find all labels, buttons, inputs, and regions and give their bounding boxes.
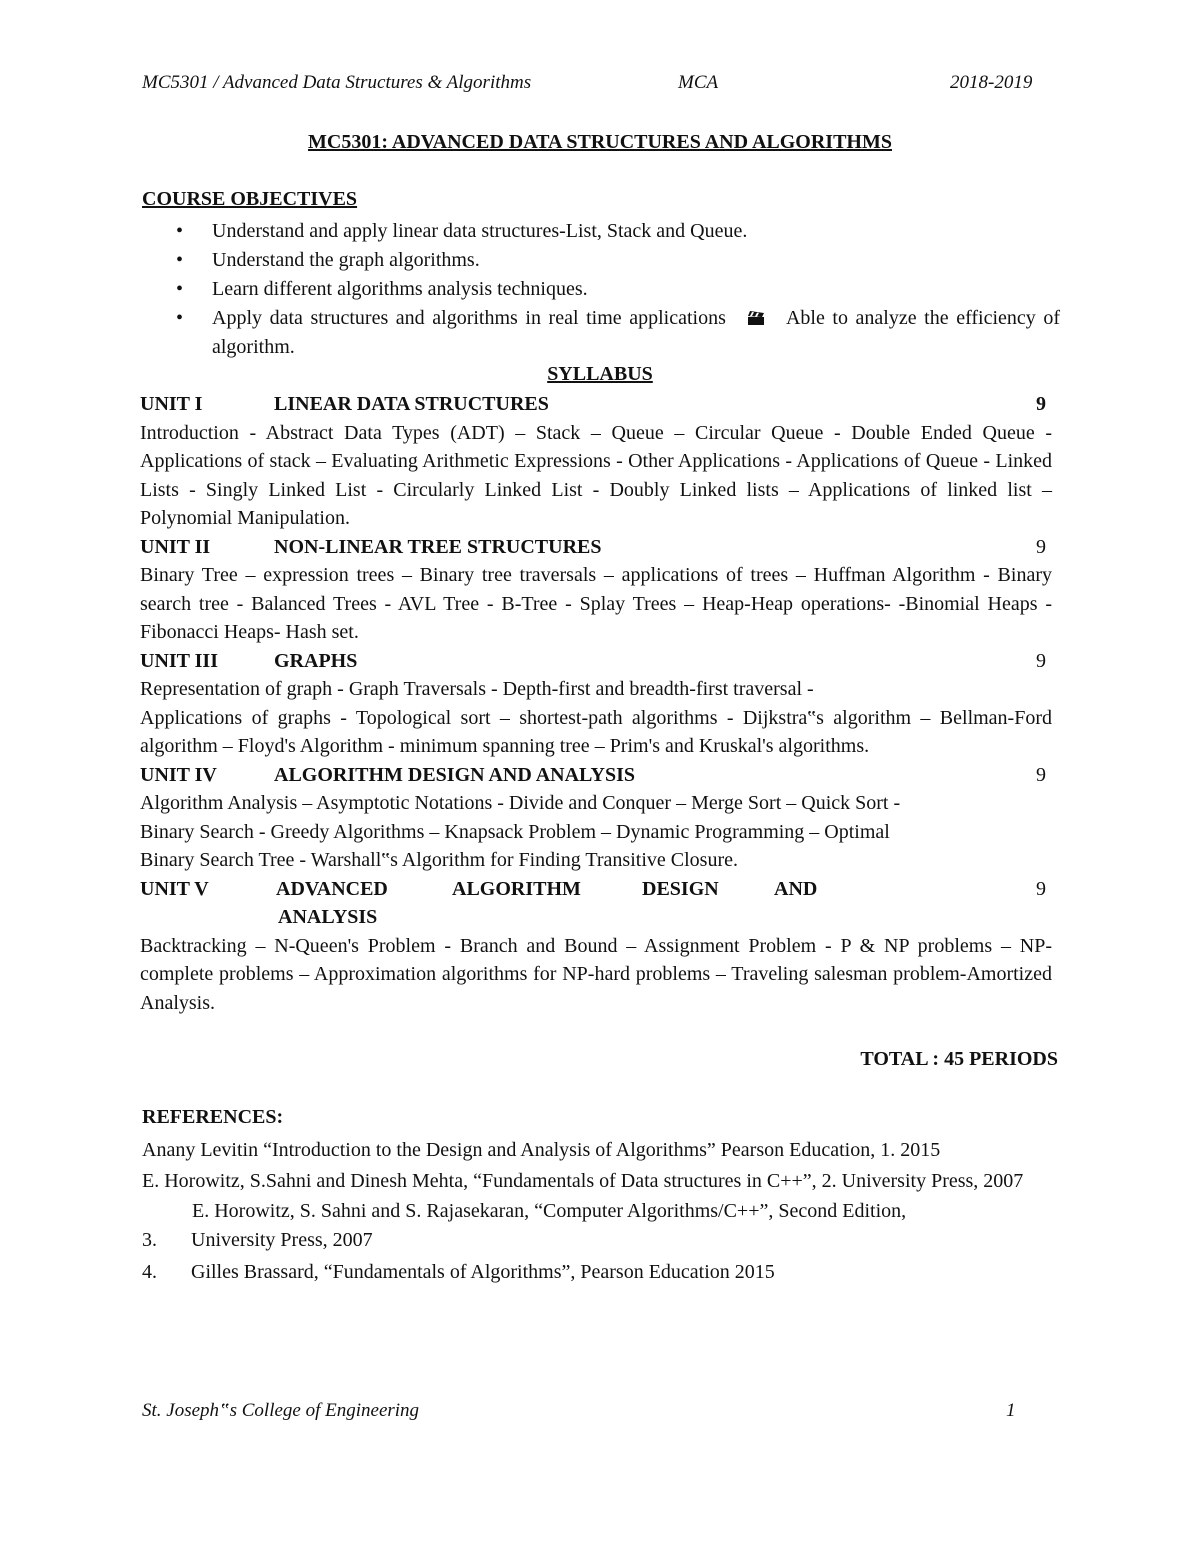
objective-text: Understand the graph algorithms. (212, 249, 480, 271)
references-heading: REFERENCES: (142, 1106, 284, 1128)
bullet: • (176, 249, 184, 271)
unit-number: UNIT I (140, 393, 203, 415)
unit-number: UNIT V (140, 877, 209, 900)
objectives-list (170, 217, 1060, 362)
unit-header (140, 533, 1052, 562)
unit-title-word: ADVANCED (276, 877, 388, 900)
unit-title: ALGORITHM DESIGN AND ANALYSIS (274, 763, 636, 786)
objectives-heading: COURSE OBJECTIVES (142, 188, 358, 210)
unit-title-word: ALGORITHM (452, 877, 581, 900)
footer-college: St. Joseph‟s College of Engineering (142, 1400, 420, 1421)
unit-title: LINEAR DATA STRUCTURES (274, 393, 549, 415)
unit-content: Binary Tree – expression trees – Binary tree traversals – applications of trees – Huffman Algorithm - Binary search tree - Balanced Trees - AVL Tree - B-Tree - Splay Trees – Heap-Heap operations- -Binomial Heaps - Fibonacci Heaps- Hash set. (140, 564, 1052, 643)
unit-number: UNIT II (140, 535, 211, 558)
unit-content: Introduction - Abstract Data Types (ADT) – Stack – Queue – Circular Queue - Double Ended Queue - Applications of stack – Evaluating Arithmetic Expressions - Other Applications - Applications of Queue - Linked Lists - Singly Linked List - Circularly Linked List - Doubly Linked lists – Applications of linked list – Polynomial Manipulation. (140, 421, 1052, 529)
unit-title: NON-LINEAR TREE STRUCTURES (274, 535, 602, 558)
unit-content-line: Algorithm Analysis – Asymptotic Notations - Divide and Conquer – Merge Sort – Quick Sort - (140, 792, 901, 814)
reference-text: University Press, 2007 (191, 1228, 373, 1251)
objective-item (170, 275, 1060, 304)
unit-hours: 9 (1036, 535, 1046, 558)
syllabus-heading: SYLLABUS (547, 363, 653, 385)
reference-number: 3. (142, 1228, 157, 1251)
reference-item: E. Horowitz, S.Sahni and Dinesh Mehta, “Fundamentals of Data structures in C++”, 2. University Press, 2007 (142, 1169, 1024, 1192)
unit-hours: 9 (1036, 763, 1046, 786)
objective-text: Understand and apply linear data structures-List, Stack and Queue. (212, 220, 748, 242)
unit-content-line: Binary Search Tree - Warshall‟s Algorithm for Finding Transitive Closure. (140, 849, 738, 871)
total-periods: TOTAL : 45 PERIODS (860, 1048, 1058, 1070)
clapperboard-icon (747, 305, 765, 319)
objective-item (170, 246, 1060, 275)
unit-title-word: ANALYSIS (278, 906, 378, 928)
unit-header (140, 875, 1052, 932)
unit-title-word: AND (774, 877, 818, 900)
unit-hours: 9 (1036, 649, 1046, 672)
bullet: • (176, 220, 184, 242)
bullet: • (176, 278, 184, 300)
unit-hours: 9 (1036, 877, 1046, 900)
bullet: • (176, 307, 184, 329)
reference-line: E. Horowitz, S. Sahni and S. Rajasekaran, “Computer Algorithms/C++”, Second Edition, (192, 1200, 907, 1222)
objective-text: Learn different algorithms analysis techniques. (212, 278, 588, 300)
unit-content: Applications of graphs - Topological sort – shortest-path algorithms - Dijkstra‟s algorithm – Bellman-Ford algorithm – Floyd's Algorithm - minimum spanning tree – Prim's and Kruskal's algorithms. (140, 706, 1052, 757)
header-program: MCA (678, 72, 719, 93)
unit-number: UNIT III (140, 649, 218, 672)
unit-title: GRAPHS (274, 649, 358, 672)
unit-title-word: DESIGN (642, 877, 719, 900)
unit-content-line: Binary Search - Greedy Algorithms – Knapsack Problem – Dynamic Programming – Optimal (140, 820, 890, 843)
reference-item (142, 1226, 1058, 1255)
reference-text: Gilles Brassard, “Fundamentals of Algorithms”, Pearson Education 2015 (191, 1260, 775, 1283)
objective-item (170, 217, 1060, 246)
unit-content: Backtracking – N-Queen's Problem - Branch and Bound – Assignment Problem - P & NP problems – NP-complete problems – Approximation algorithms for NP-hard problems – Traveling salesman problem-Amortized Analysis. (140, 934, 1052, 1014)
page-number: 1 (1006, 1400, 1016, 1421)
reference-item (142, 1258, 1058, 1287)
unit-header (140, 647, 1052, 676)
reference-number: 4. (142, 1260, 157, 1283)
reference-item: Anany Levitin “Introduction to the Design and Analysis of Algorithms” Pearson Education, 1. 2015 (142, 1139, 941, 1161)
header-year: 2018-2019 (950, 72, 1033, 93)
unit-header (140, 390, 1052, 419)
unit-number: UNIT IV (140, 763, 217, 786)
objective-text: Able to analyze the efficiency of algorithm. (212, 307, 1061, 358)
units-section (140, 390, 1052, 1017)
unit-content-line: Representation of graph - Graph Traversals - Depth-first and breadth-first traversal - (140, 678, 814, 700)
unit-header (140, 761, 1052, 790)
objective-text: Apply data structures and algorithms in real time applications (212, 307, 726, 329)
header-course: MC5301 / Advanced Data Structures & Algorithms (142, 72, 532, 93)
page-title: MC5301: ADVANCED DATA STRUCTURES AND ALGORITHMS (308, 131, 892, 153)
objective-item (170, 304, 1060, 362)
unit-hours: 9 (1036, 393, 1046, 415)
references-list (142, 1136, 1058, 1287)
